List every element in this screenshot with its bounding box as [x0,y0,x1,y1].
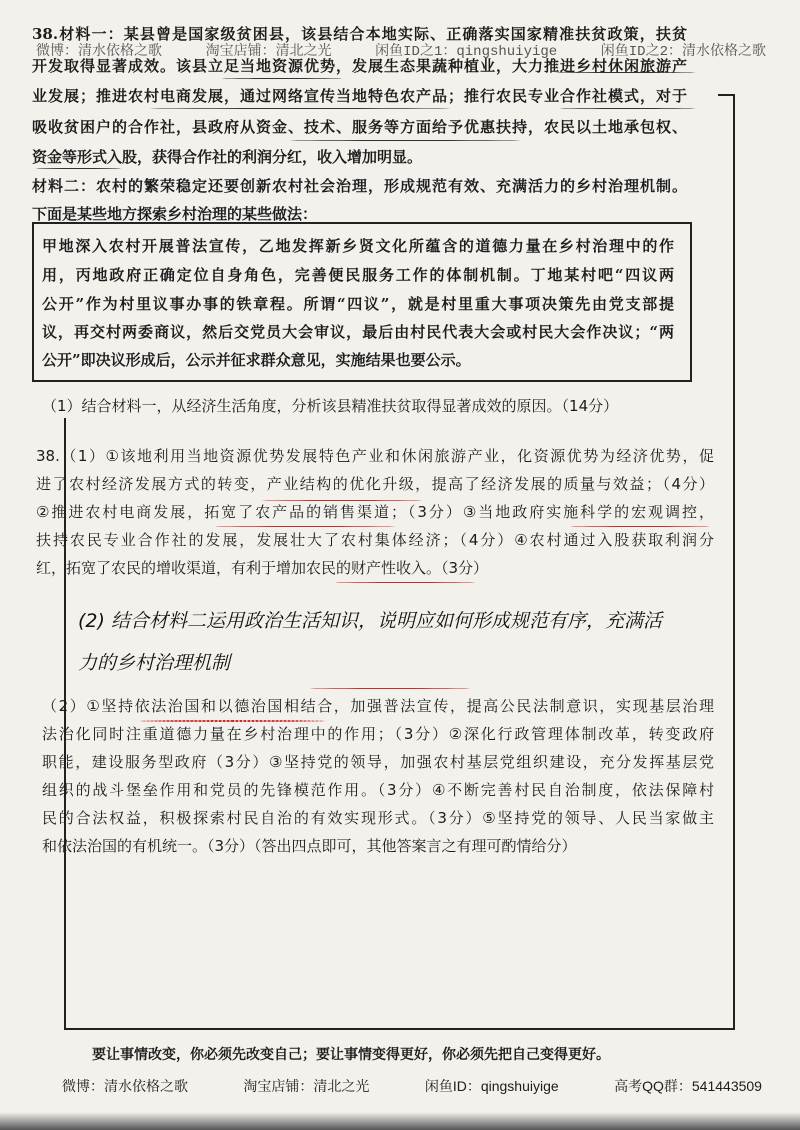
material1-line-4: 吸收贫困户的合作社，县政府从资金、技术、服务等方面给予优惠扶持，农民以土地承包权、 [32,118,687,136]
red-underline [215,526,395,527]
material2-line-2: 下面是某些地方探索乡村治理的某些做法： [32,205,318,223]
red-underline [570,526,710,527]
answer2-line-2: 法治化同时注重道德力量在乡村治理中的作用；（3分）②深化行政管理体制改革，转变政府 [42,725,714,743]
answer1-line-1: 38.（1）①该地利用当地资源优势发展特色产业和休闲旅游产业，化资源优势为经济优势，促 [36,447,714,465]
pen-underline [560,108,695,109]
footer [62,1076,762,1096]
red-underline [310,688,470,689]
material1-line-1: 38.材料一：某县曾是国家级贫困县，该县结合本地实际、正确落实国家精准扶贫政策，扶贫 [32,25,687,43]
question-1: （1）结合材料一，从经济生活角度，分析该县精准扶贫取得显著成效的原因。（14分） [42,397,619,415]
right-border-line [733,94,735,1029]
watermark-weibo: 微博：清水依格之歌 [36,44,162,60]
scan-edge-shadow [0,1112,800,1130]
material2-line-1: 材料二：农村的繁荣稳定还要创新农村社会治理，形成规范有效、充满活力的乡村治理机制。 [32,177,687,195]
red-underline [335,582,475,583]
box-line-1: 甲地深入农村开展普法宣传，乙地发挥新乡贤文化所蕴含的道德力量在乡村治理中的作 [42,237,674,255]
watermark-xianyu-2: 闲鱼ID之2：清水依格之歌 [600,44,766,60]
pen-underline [555,72,695,73]
red-underline [140,720,325,722]
answer2-line-3: 职能，建设服务型政府（3分）③坚持党的领导，加强农村基层党组织建设，充分发挥基层党 [42,753,714,771]
pen-underline [150,108,450,109]
handwritten-question-2-line-1: (2) 结合材料二运用政治生活知识，说明应如何形成规范有序，充满活 [78,610,662,632]
footer-xianyu: 闲鱼ID：qingshuiyige [424,1078,559,1094]
box-line-3: 公开”作为村里议事办事的铁章程。所谓“四议”，就是村里重大事项决策先由党支部提 [42,295,674,313]
watermark-xianyu-1: 闲鱼ID之1：qingshuiyige [375,44,558,60]
box-line-4: 议，再交村两委商议，然后交党员大会审议，最后由村民代表大会或村民大会作决议；“两 [42,323,674,341]
answer2-line-4: 组织的战斗堡垒作用和党员的先锋模范作用。（3分）④不断完善村民自治制度，依法保障村 [42,781,714,799]
answer2-line-6: 和依法治国的有机统一。（3分）（答出四点即可，其他答案言之有理可酌情给分） [42,837,577,855]
red-underline [262,500,422,501]
handwritten-question-2-line-2: 力的乡村治理机制 [78,652,231,674]
answer1-line-4: 扶持农民专业合作社的发展，发展壮大了农村集体经济；（4分）④农村通过入股获取利润分 [36,531,714,549]
footer-qq-group: 高考QQ群：541443509 [614,1078,762,1094]
box-line-2: 用，丙地政府正确定位自身角色，完善便民服务工作的体制机制。丁地某村吧“四议两 [42,266,674,284]
answer2-line-1: （2）①坚持依法治国和以德治国相结合，加强普法宣传，提高公民法制意识，实现基层治理 [42,697,714,715]
pen-underline [222,78,342,79]
box-line-5: 公开”即决议形成后，公示并征求群众意见，实施结果也要公示。 [42,351,471,369]
answer1-line-3: ②推进农村电商发展，拓宽了农产品的销售渠道；（3分）③当地政府实施科学的宏观调控， [36,503,714,521]
answer1-line-2: 进了农村经济发展方式的转变，产业结构的优化升级，提高了经济发展的质量与效益；（4分） [36,475,714,493]
material1-line-3: 业发展；推进农村电商发展，通过网络宣传当地特色农产品；推行农民专业合作社模式，对于 [32,87,687,105]
corner-tick [718,94,734,96]
footer-quote: 要让事情改变，你必须先改变自己；要让事情变得更好，你必须先把自己变得更好。 [92,1047,610,1063]
material1-line-5: 资金等形式入股，获得合作社的利润分红，收入增加明显。 [32,148,423,166]
pen-underline [290,140,520,141]
footer-taobao: 淘宝店铺：清北之光 [243,1078,370,1094]
bottom-border-line [64,1028,735,1030]
material1-line-2: 开发取得显著成效。该县立足当地资源优势，发展生态果蔬种植业，大力推进乡村休闲旅游产 [32,57,687,75]
pen-underline [36,168,121,169]
footer-weibo: 微博：清水依格之歌 [62,1078,188,1094]
watermark-taobao: 淘宝店铺：清北之光 [205,44,332,60]
answer2-line-5: 民的合法权益，积极探索村民自治的有效实现形式。（3分）⑤坚持党的领导、人民当家做主 [42,809,714,827]
answer1-line-5: 红，拓宽了农民的增收渠道，有利于增加农民的财产性收入。（3分） [36,559,489,577]
